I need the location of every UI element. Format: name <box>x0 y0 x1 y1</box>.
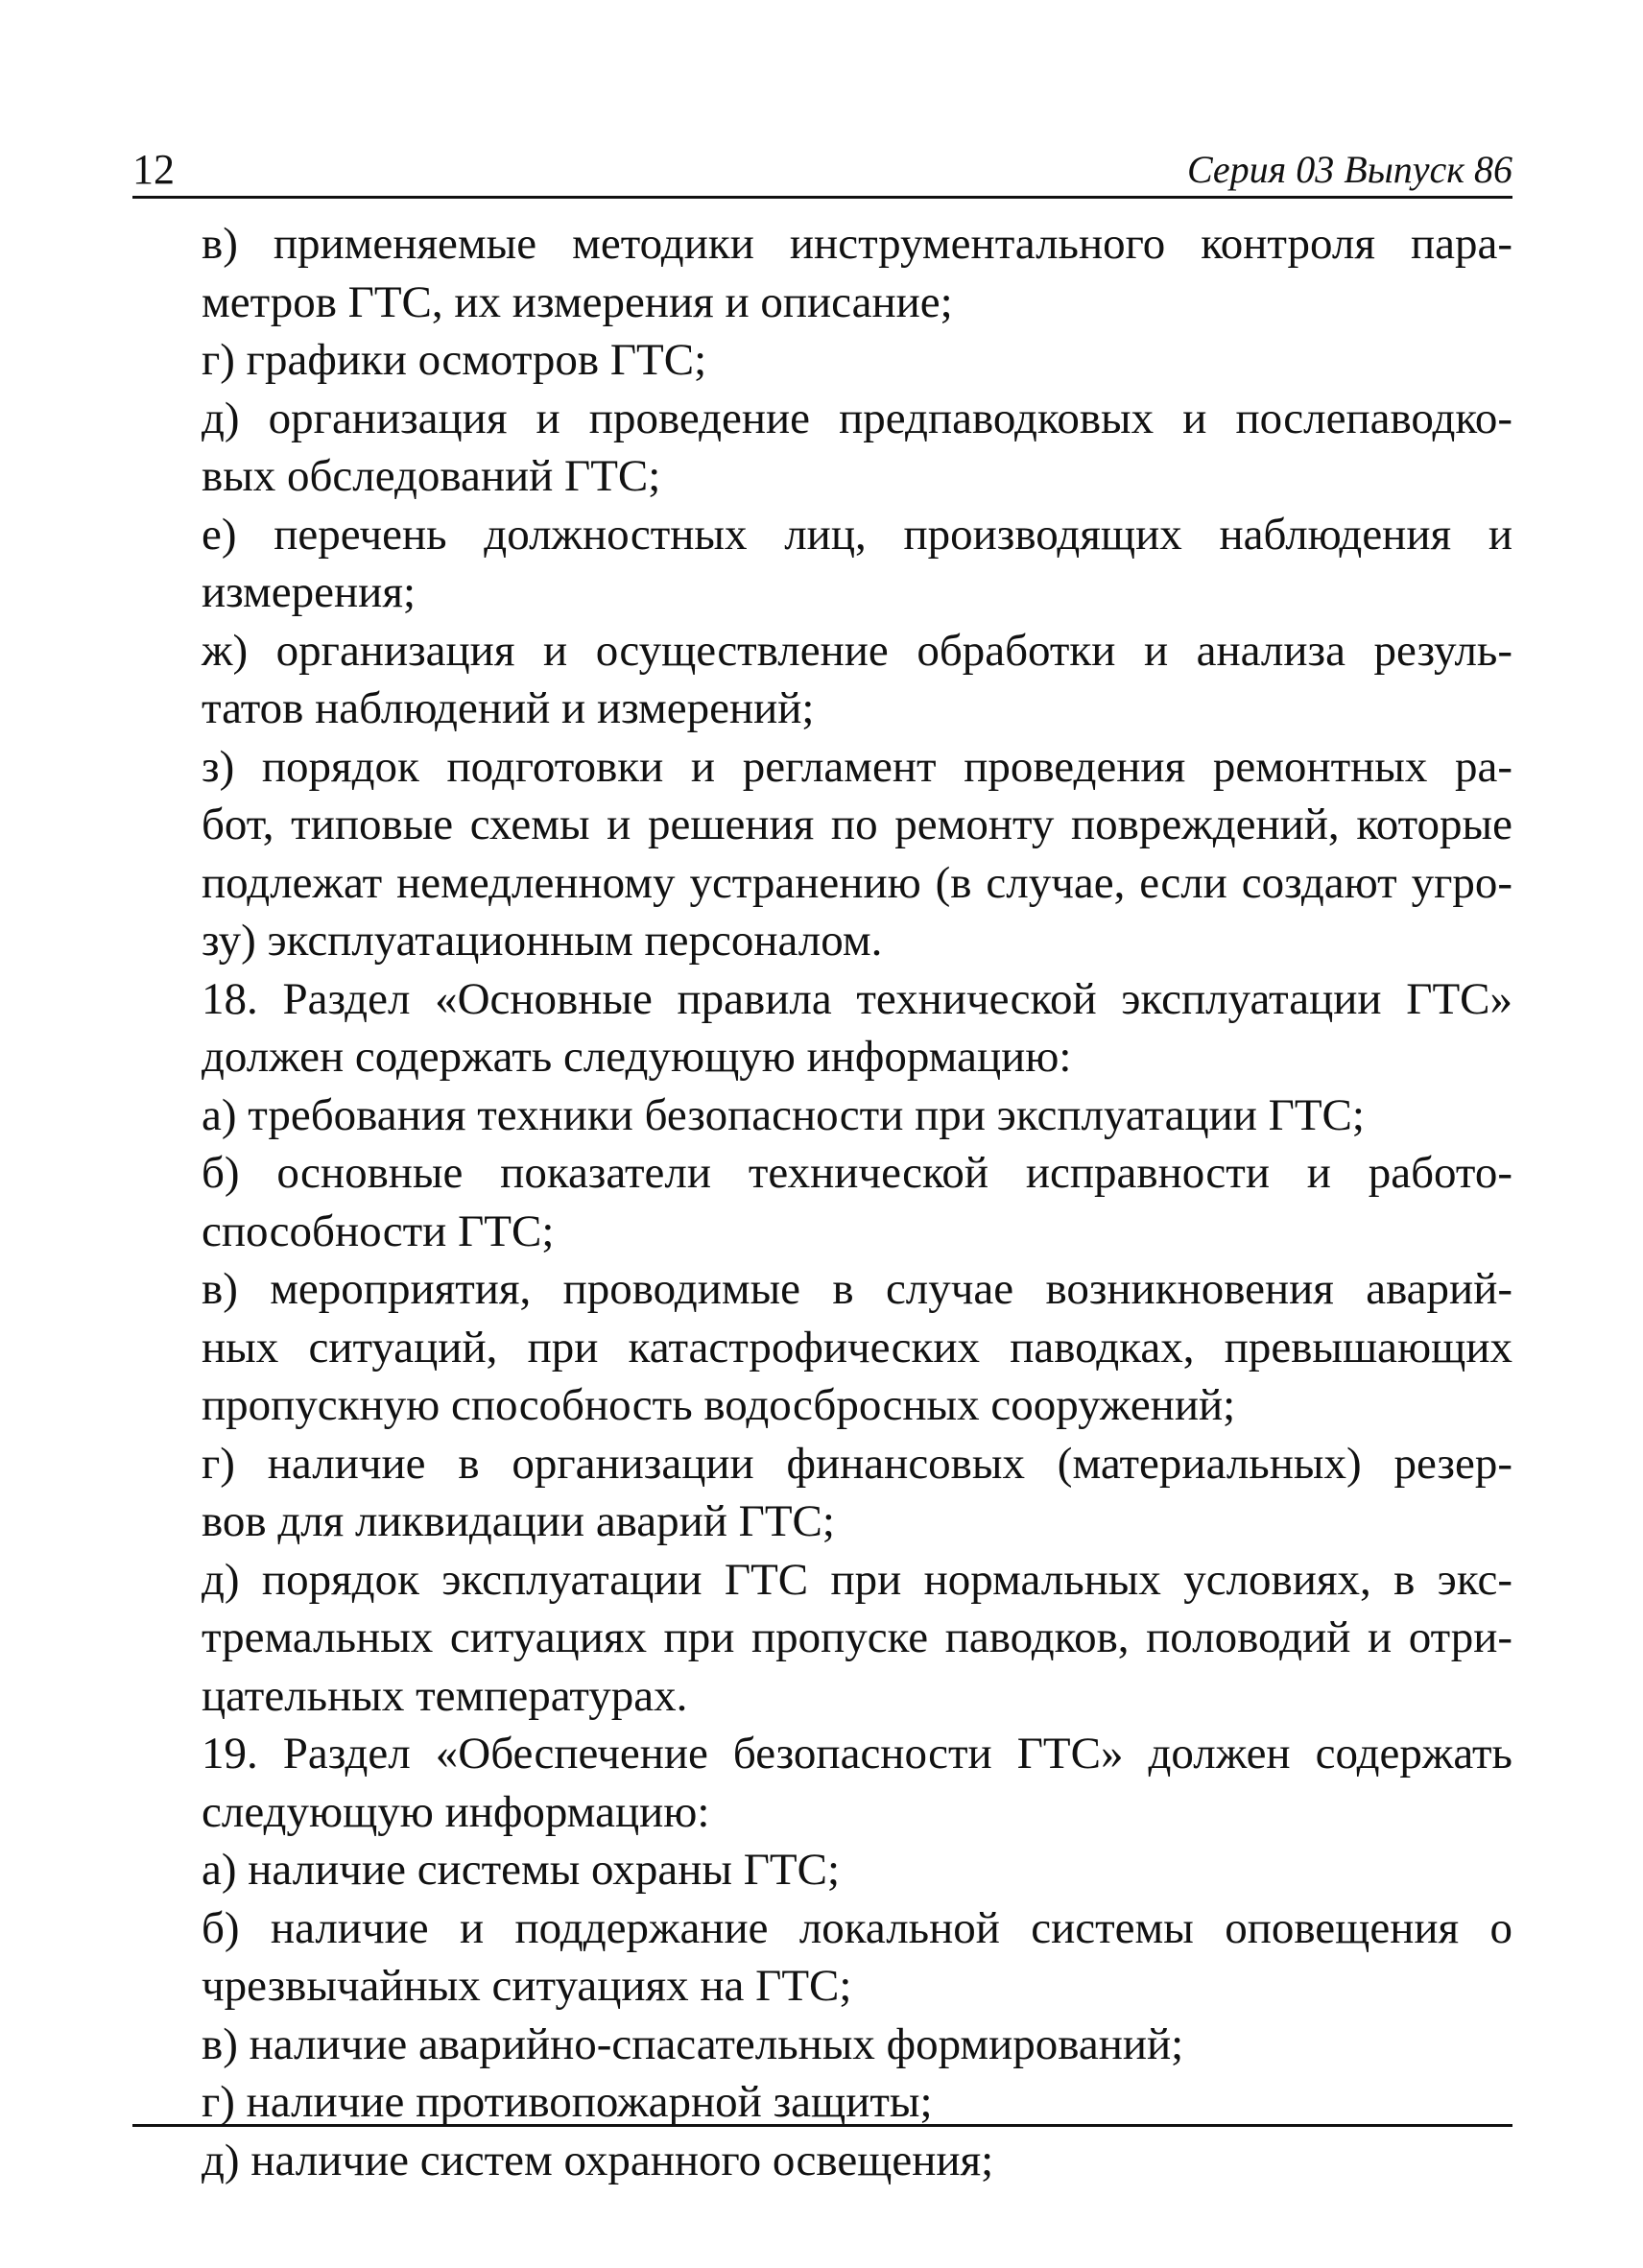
paragraph <box>132 1086 1512 1145</box>
footer-rule <box>132 2124 1512 2127</box>
paragraph <box>132 2016 1512 2074</box>
text-line: метров ГТС, их измерения и описание; <box>202 276 953 327</box>
paragraph <box>132 738 1512 970</box>
text-line: следующую информацию: <box>202 1786 710 1837</box>
paragraph <box>132 506 1512 622</box>
text-line: в) применяемые методики инструментального контроля пара- <box>202 219 1512 269</box>
text-line: пропускную способность водосбросных сооружений; <box>202 1380 1236 1430</box>
text-line: д) организация и проведение предпаводковых и послепаводко- <box>202 393 1512 443</box>
text-line: г) наличие в организации финансовых (материальных) резер- <box>202 1438 1512 1489</box>
paragraph <box>132 215 1512 331</box>
text-line: подлежат немедленному устранению (в случае, если создают угро- <box>202 857 1512 908</box>
text-line: в) наличие аварийно-спасательных формирований; <box>202 2018 1184 2069</box>
running-title: Серия 03 Выпуск 86 <box>1186 148 1512 191</box>
text-line: д) порядок эксплуатации ГТС при нормальных условиях, в экс- <box>202 1554 1512 1605</box>
paragraph <box>132 1260 1512 1435</box>
text-line: цательных температурах. <box>202 1670 688 1721</box>
paragraph <box>132 1144 1512 1260</box>
text-line: татов наблюдений и измерений; <box>202 683 815 733</box>
paragraph <box>132 2073 1512 2132</box>
paragraph <box>132 1899 1512 2016</box>
paragraph <box>132 1725 1512 1841</box>
text-line: чрезвычайных ситуациях на ГТС; <box>202 1961 852 2011</box>
text-line: б) наличие и поддержание локальной системы оповещения о <box>202 1902 1512 1953</box>
text-line: е) перечень должностных лиц, производящих наблюдения и <box>202 509 1512 560</box>
paragraph <box>132 1435 1512 1551</box>
body-text <box>132 215 1512 2189</box>
paragraph <box>132 1841 1512 1899</box>
paragraph <box>132 970 1512 1086</box>
text-line: ж) организация и осуществление обработки и анализа резуль- <box>202 625 1512 676</box>
text-line: в) мероприятия, проводимые в случае возникновения аварий- <box>202 1264 1512 1314</box>
text-line: г) графики осмотров ГТС; <box>202 335 707 385</box>
text-line: 19. Раздел «Обеспечение безопасности ГТС» должен содержать <box>202 1729 1512 1779</box>
text-line: г) наличие противопожарной защиты; <box>202 2077 933 2127</box>
text-line: а) требования техники безопасности при эксплуатации ГТС; <box>202 1089 1365 1140</box>
paragraph <box>132 331 1512 390</box>
page-number: 12 <box>132 146 175 193</box>
page-header <box>132 142 1512 199</box>
text-line: вых обследований ГТС; <box>202 451 661 501</box>
text-line: способности ГТС; <box>202 1206 555 1256</box>
paragraph <box>132 390 1512 506</box>
text-line: 18. Раздел «Основные правила технической эксплуатации ГТС» <box>202 973 1512 1024</box>
text-line: з) порядок подготовки и регламент проведения ремонтных ра- <box>202 741 1512 792</box>
text-line: бот, типовые схемы и решения по ремонту повреждений, которые <box>202 800 1512 849</box>
text-line: зу) эксплуатационным персоналом. <box>202 916 883 966</box>
text-line: измерения; <box>202 567 416 617</box>
text-line: должен содержать следующую информацию: <box>202 1032 1072 1082</box>
paragraph <box>132 1551 1512 1726</box>
text-line: вов для ликвидации аварий ГТС; <box>202 1496 835 1546</box>
text-line: тремальных ситуациях при пропуске паводков, половодий и отри- <box>202 1612 1512 1662</box>
paragraph <box>132 622 1512 738</box>
text-line: а) наличие системы охраны ГТС; <box>202 1845 840 1895</box>
text-line: д) наличие систем охранного освещения; <box>202 2135 994 2185</box>
text-line: б) основные показатели технической исправности и работо- <box>202 1148 1512 1198</box>
paragraph <box>132 2132 1512 2190</box>
text-line: ных ситуаций, при катастрофических паводках, превышающих <box>202 1322 1512 1373</box>
